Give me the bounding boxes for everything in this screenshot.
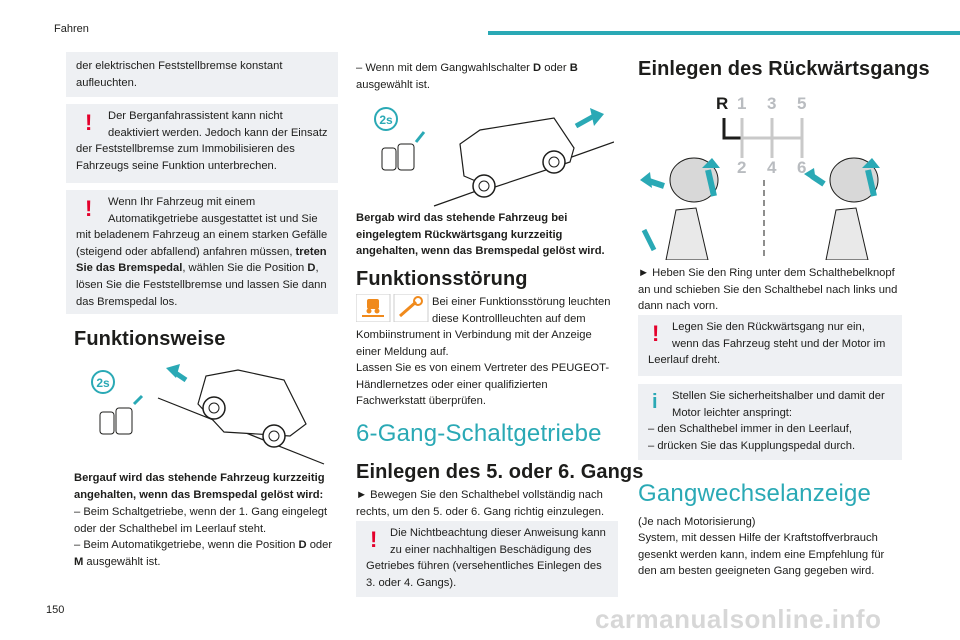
gear-label-6: 6	[797, 158, 807, 177]
warning-bold-text: D	[307, 262, 316, 275]
warning-box	[356, 521, 618, 597]
fault-text-line-1: Bei einer Funktionsstörung leuchten	[432, 296, 611, 308]
bullet-bold-text: M	[74, 555, 84, 568]
bullet-text-part: – Beim Automatikgetriebe, wenn die Position	[74, 539, 299, 551]
warning-first-line: Der Berganfahrassistent kann nicht	[108, 110, 283, 122]
section-heading-reverse-gear: Einlegen des Rückwärtsgangs	[638, 58, 930, 80]
warning-icon: !	[370, 527, 378, 552]
warning-icon: !	[85, 196, 93, 221]
header-accent-bar	[488, 31, 960, 35]
downhill-bullet	[356, 60, 616, 93]
reverse-step: ► Heben Sie den Ring unter dem Schalthebelknopf an und schieben Sie den Schalthebel nach links und dann nach vorn.	[638, 267, 898, 313]
info-bullet-2: – drücken Sie das Kupplungspedal durch.	[648, 439, 856, 452]
warning-text	[76, 194, 334, 310]
uphill-bullet-2	[74, 537, 344, 570]
warning-rest: zu einer nachhaltigen Beschädigung des Getriebes führen (versehentliches Einlegen des 3. oder 4. Gangs).	[366, 543, 602, 589]
fault-text-advice: Lassen Sie es von einem Vertreter des PEUGEOT-Händlernetzes oder einer qualifizierten Fachwerkstatt überprüfen.	[356, 362, 610, 408]
note-box	[66, 52, 338, 97]
warning-text	[76, 108, 334, 174]
gear-knob-left	[640, 158, 720, 260]
uphill-caption: Bergauf wird das stehende Fahrzeug kurzzeitig angehalten, wenn das Bremspedal gelöst wird:	[74, 472, 325, 501]
downhill-illustration	[364, 102, 614, 212]
warning-first-line: Wenn Ihr Fahrzeug mit einem	[108, 196, 256, 208]
gear-label-1: 1	[737, 94, 747, 113]
warning-bold-text: treten Sie das Bremspedal	[76, 245, 327, 275]
info-bullet-1: – den Schalthebel immer in den Leerlauf,	[648, 423, 852, 436]
bullet-bold-text: B	[569, 62, 578, 74]
gear-label-2: 2	[737, 158, 747, 177]
warning-text	[648, 319, 898, 369]
shift-text: System, mit dessen Hilfe der Kraftstoffverbrauch gesenkt werden kann, indem eine Empfehlung für den am besten geeigneten Gang gegeben wird.	[638, 532, 885, 578]
bullet-text-part: oder	[306, 539, 333, 551]
info-line-1: Stellen Sie sicherheitshalber und damit der	[672, 390, 885, 402]
section-heading-funktionsweise: Funktionsweise	[74, 328, 226, 350]
fault-text-body: Kombiinstrument in Verbindung mit der Anzeige einer Meldung auf.	[356, 329, 592, 358]
section-heading-gearbox: 6-Gang-Schaltgetriebe	[356, 420, 602, 447]
watermark: carmanualsonline.info	[595, 604, 882, 634]
bullet-bold-text: D	[533, 62, 542, 74]
warning-text	[366, 525, 614, 591]
section-heading-shift-indicator: Gangwechselanzeige	[638, 480, 872, 507]
fault-icons	[356, 294, 430, 322]
warning-box	[638, 315, 902, 376]
gear-label-3: 3	[767, 94, 777, 113]
warning-text-part: Automatikgetriebe ausgestattet ist und Sie mit beladenem Fahrzeug an einem starken Gefälle (steigend oder abfallend) anfahren müssen,	[76, 212, 328, 258]
page-number: 150	[46, 604, 65, 616]
info-box	[638, 384, 902, 460]
warning-icon: !	[652, 321, 660, 346]
warning-first-line: Legen Sie den Rückwärtsgang nur ein,	[672, 321, 865, 333]
shift-note: (Je nach Motorisierung)	[638, 516, 756, 528]
bullet-text-part: ausgewählt ist.	[356, 78, 431, 91]
bullet-text-part: – Wenn mit dem Gangwahlschalter	[356, 62, 534, 74]
illustration-label: 2s	[96, 376, 110, 390]
illustration-label: 2s	[379, 113, 393, 127]
gear-label-5: 5	[797, 94, 807, 113]
warning-text-part: , wählen Sie die Position	[182, 262, 308, 275]
section-heading-funktionsstoerung: Funktionsstörung	[356, 268, 528, 290]
warning-box	[66, 190, 338, 314]
warning-box	[66, 104, 338, 183]
warning-rest: wenn das Fahrzeug steht und der Motor im Leerlauf dreht.	[648, 337, 886, 367]
bullet-text-part: ausgewählt ist.	[83, 555, 161, 568]
warning-first-line: Die Nichtbeachtung dieser Anweisung kann	[390, 527, 606, 539]
bullet-text-part: oder	[541, 62, 570, 74]
gear-lever-illustration	[636, 150, 896, 260]
fault-text-line-2: diese Kontrollleuchten auf dem	[432, 313, 586, 325]
info-line-2: Motor leichter anspringt:	[672, 406, 793, 419]
bullet-bold-text: D	[298, 539, 307, 551]
note-text: der elektrischen Feststellbremse konstant aufleuchten.	[76, 60, 283, 89]
gear-label-R: R	[716, 94, 729, 113]
header-section: Fahren	[54, 23, 89, 35]
downhill-caption: Bergab wird das stehende Fahrzeug bei eingelegtem Rückwärtsgang kurzzeitig angehalten, wenn das Bremspedal gelöst wird.	[356, 212, 605, 258]
uphill-illustration	[88, 360, 328, 472]
gear-knob-right	[804, 158, 880, 260]
warning-icon: !	[85, 110, 93, 135]
gear-label-4: 4	[767, 158, 777, 177]
warning-rest: deaktiviert werden. Jedoch kann der Einsatz der Feststellbremse zum Immobilisieren des Fahrzeugs seine Funktion unterbrechen.	[76, 126, 328, 172]
section-heading-5-6-gear: Einlegen des 5. oder 6. Gangs	[356, 461, 644, 483]
gear-56-step: ► Bewegen Sie den Schalthebel vollständig nach rechts, um den 5. oder 6. Gang richtig einzulegen.	[356, 489, 605, 518]
uphill-bullet-1: – Beim Schaltgetriebe, wenn der 1. Gang eingelegt oder der Schalthebel im Leerlauf steht.	[74, 506, 328, 535]
info-text	[648, 388, 900, 454]
warning-text-part: , lösen Sie die Feststellbremse und lassen Sie dann das Bremspedal los.	[76, 262, 327, 308]
info-icon: i	[652, 391, 658, 413]
